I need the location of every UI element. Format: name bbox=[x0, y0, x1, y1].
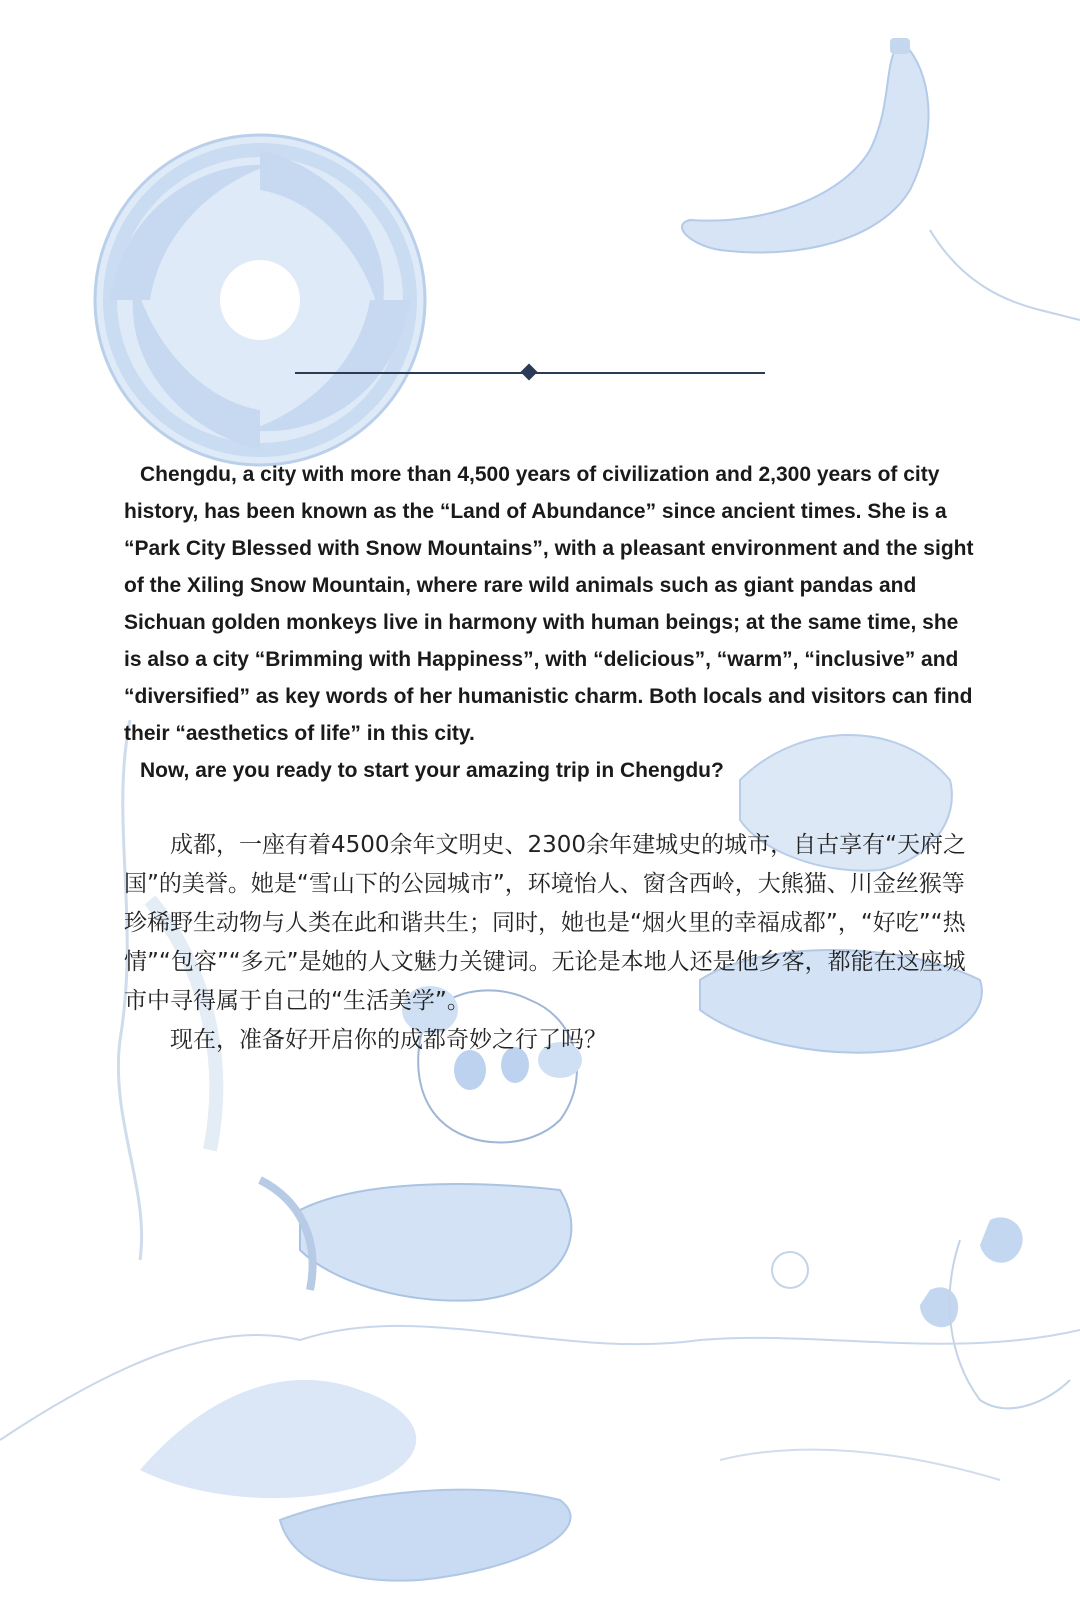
english-paragraph-2: Now, are you ready to start your amazing trip in Chengdu? bbox=[140, 759, 724, 782]
chinese-text bbox=[124, 826, 974, 1060]
chili-pepper-illustration bbox=[682, 38, 1080, 320]
english-text bbox=[124, 456, 974, 789]
hills-illustration bbox=[0, 1326, 1080, 1581]
lotus-illustration bbox=[772, 1217, 1070, 1408]
chinese-paragraph-1: 成都，一座有着4500余年文明史、2300余年建城史的城市，自古享有“天府之国”的美誉。她是“雪山下的公园城市”，环境怡人、窗含西岭，大熊猫、川金丝猴等珍稀野生动物与人类在此和谐共生；同时，她也是“烟火里的幸福成都”，“好吃”“热情”“包容”“多元”是她的人文魅力关键词。无论是本地人还是他乡客，都能在这座城市中寻得属于自己的“生活美学”。 bbox=[124, 832, 966, 1014]
english-paragraph-1: Chengdu, a city with more than 4,500 years of civilization and 2,300 years of city history, has been known as the “Land of Abundance” since ancient times. She is a “Park City Blessed with Snow Mountains”, with a pleasant environment and the sight of the Xiling Snow Mountain, where rare wild animals such as giant pandas and Sichuan golden monkeys live in harmony with human beings; at the same time, she is also a city “Brimming with Happiness”, with “delicious”, “warm”, “inclusive” and “diversified” as key words of her humanistic charm. Both locals and visitors can find their “aesthetics of life” in this city. bbox=[124, 463, 974, 745]
chinese-paragraph-2: 现在，准备好开启你的成都奇妙之行了吗？ bbox=[170, 1027, 607, 1053]
moon-swirl-illustration bbox=[95, 135, 425, 465]
